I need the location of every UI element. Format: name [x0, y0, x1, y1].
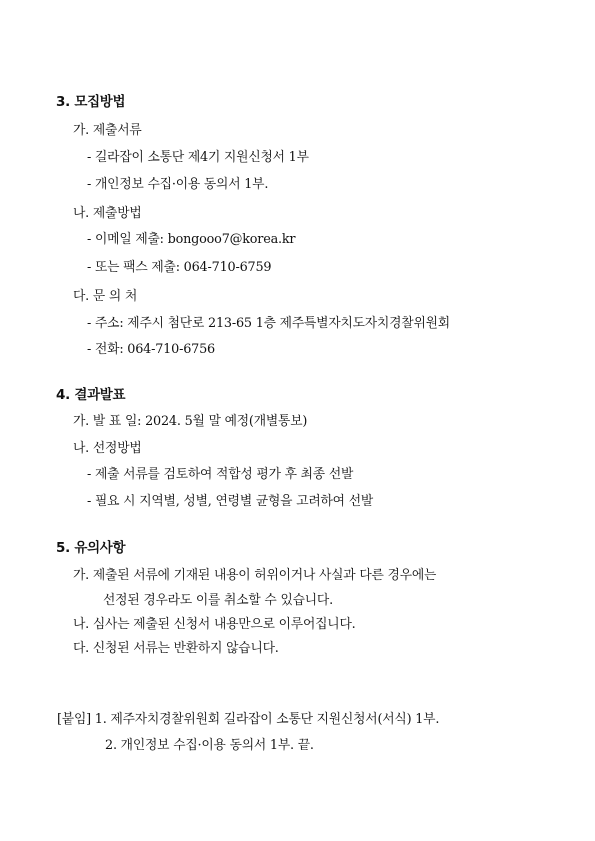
section-3-item-b1: - 이메일 제출: bongooo7@korea.kr [87, 232, 296, 247]
section-5-item-c: 다. 신청된 서류는 반환하지 않습니다. [73, 641, 279, 656]
section-4-title: 4. 결과발표 [56, 387, 126, 403]
section-5-item-b: 나. 심사는 제출된 신청서 내용만으로 이루어집니다. [73, 617, 356, 632]
section-4-item-b2: - 필요 시 지역별, 성별, 연령별 균형을 고려하여 선발 [87, 494, 374, 509]
section-3-item-a: 가. 제출서류 [73, 123, 142, 138]
section-4-item-b: 나. 선정방법 [73, 441, 142, 456]
section-3-item-c1: - 주소: 제주시 첨단로 213-65 1층 제주특별자치도자치경찰위원회 [87, 316, 450, 331]
section-3-title: 3. 모집방법 [56, 94, 126, 110]
section-3-item-a2: - 개인정보 수집·이용 동의서 1부. [87, 177, 269, 192]
attachment-line-1: [붙임] 1. 제주자치경찰위원회 길라잡이 소통단 지원신청서(서식) 1부. [57, 712, 440, 727]
section-3-item-a1: - 길라잡이 소통단 제4기 지원신청서 1부 [87, 150, 309, 165]
section-3-item-c2: - 전화: 064-710-6756 [87, 342, 215, 357]
section-5-item-a-line1: 가. 제출된 서류에 기재된 내용이 허위이거나 사실과 다른 경우에는 [73, 568, 437, 583]
section-3-item-b: 나. 제출방법 [73, 206, 142, 221]
section-4-item-b1: - 제출 서류를 검토하여 적합성 평가 후 최종 선발 [87, 467, 354, 482]
section-4-item-a: 가. 발 표 일: 2024. 5월 말 예정(개별통보) [73, 414, 308, 429]
section-3-item-b2: - 또는 팩스 제출: 064-710-6759 [87, 260, 272, 275]
section-5-item-a-line2: 선정된 경우라도 이를 취소할 수 있습니다. [103, 593, 333, 608]
section-5-title: 5. 유의사항 [56, 540, 126, 556]
section-3-item-c: 다. 문 의 처 [73, 289, 138, 304]
attachment-line-2: 2. 개인정보 수집·이용 동의서 1부. 끝. [105, 738, 314, 753]
